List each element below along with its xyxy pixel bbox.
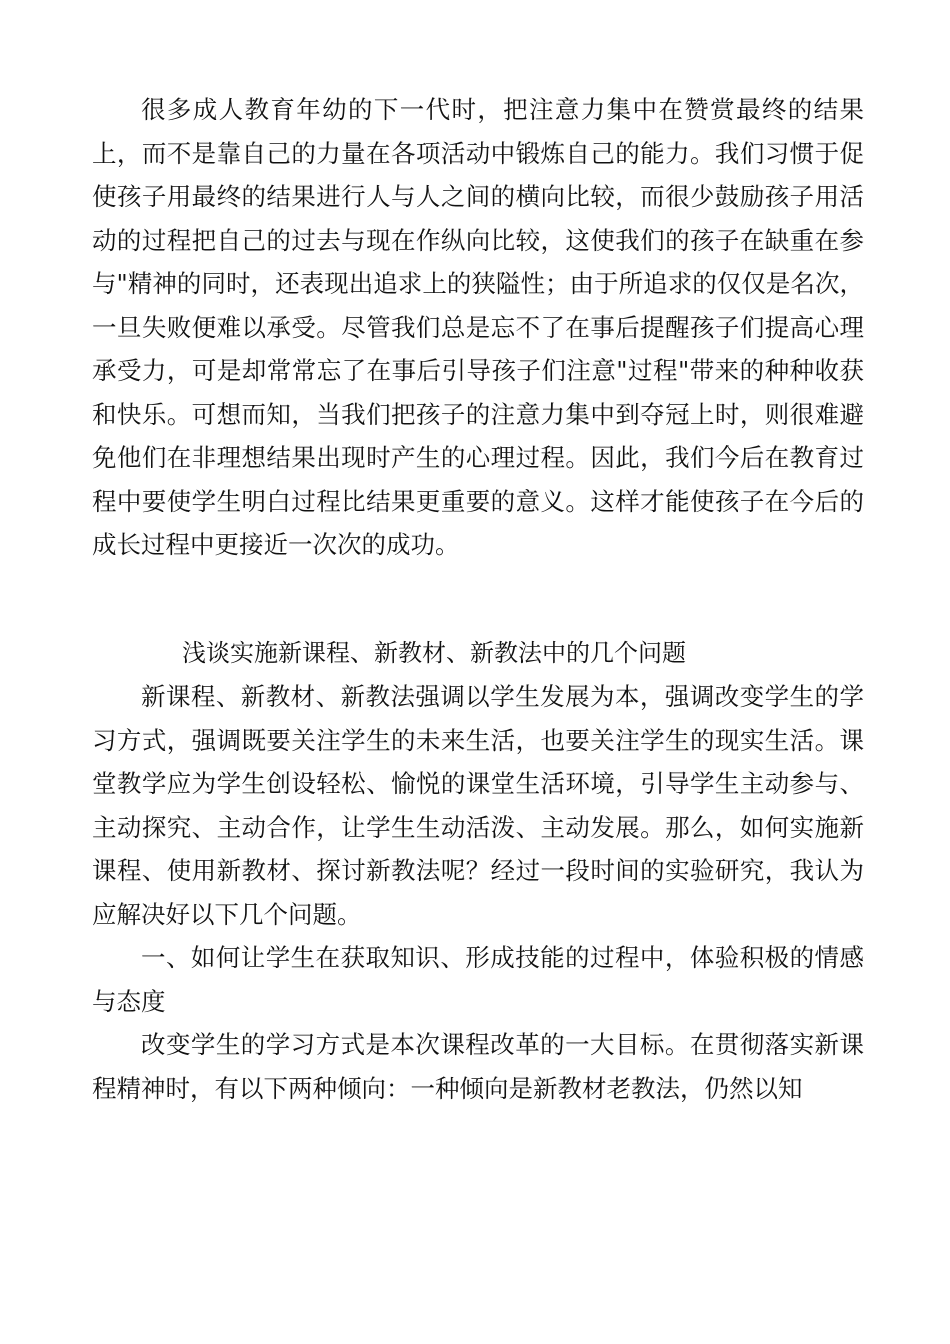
paragraph-process-vs-result: 很多成人教育年幼的下一代时，把注意力集中在赞赏最终的结果上，而不是靠自己的力量在各项活动中锻炼自己的能力。我们习惯于促使孩子用最终的结果进行人与人之间的横向比较，而很少鼓励孩子用活动的过程把自己的过去与现在作纵向比较，这使我们的孩子在缺重在参与"精神的同时，还表现出追求上的狭隘性；由于所追求的仅仅是名次，一旦失败便难以承受。尽管我们总是忘不了在事后提醒孩子们提高心理承受力，可是却常常忘了在事后引导孩子们注意"过程"带来的种种收获和快乐。可想而知，当我们把孩子的注意力集中到夺冠上时，则很难避免他们在非理想结果出现时产生的心理过程。因此，我们今后在教育过程中要使学生明白过程比结果更重要的意义。这样才能使孩子在今后的成长过程中更接近一次次的成功。 [92, 95, 864, 559]
paragraph-intro: 新课程、新教材、新教法强调以学生发展为本，强调改变学生的学习方式，强调既要关注学生的未来生活，也要关注学生的现实生活。课堂教学应为学生创设轻松、愉悦的课堂生活环境，引导学生主动参与、主动探究、主动合作，让学生生动活泼、主动发展。那么，如何实施新课程、使用新教材、探讨新教法呢？经过一段时间的实验研究，我认为应解决好以下几个问题。 [92, 682, 864, 929]
paragraph-learning-methods: 改变学生的学习方式是本次课程改革的一大目标。在贯彻落实新课程精神时，有以下两种倾向：一种倾向是新教材老教法，仍然以知 [92, 1030, 864, 1103]
section-heading-one: 一、如何让学生在获取知识、形成技能的过程中，体验积极的情感与态度 [92, 943, 864, 1016]
section-gap [92, 567, 864, 632]
document-page [92, 88, 864, 1110]
article-title: 浅谈实施新课程、新教材、新教法中的几个问题 [182, 638, 686, 667]
